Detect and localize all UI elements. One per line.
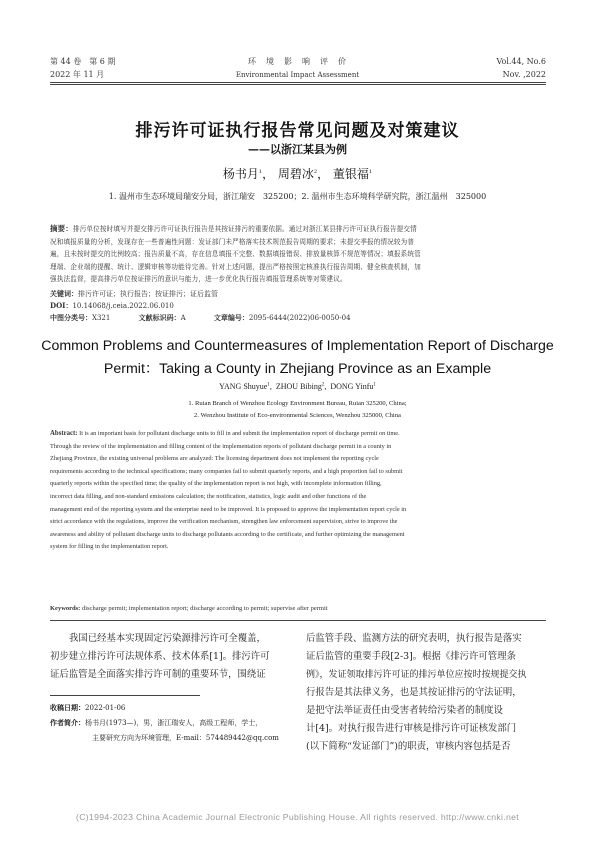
header-rule: [50, 82, 546, 83]
author-affil-mark: 1: [258, 169, 263, 175]
abstract-en-line: Zhejiang Province, the existing universal problems are analyzed: The licensing department does not implement the reporting cycle: [50, 455, 379, 463]
abstract-cn-line: 强执法监督，提高排污单位按证排污的意识与能力，进一步优化执行报告填报管理系统等对策建议。: [50, 275, 347, 284]
title-en-line1: Common Problems and Countermeasures of Implementation Report of Discharge: [41, 338, 554, 354]
abstract-divider: [50, 620, 546, 621]
keywords-en-label: Keywords:: [50, 605, 81, 612]
abstract-en-line: awareness and ability of pollutant discharge units to discharge pollutants according to the certificate, and further optimizing the management: [50, 530, 405, 538]
body-paragraph-line: 我国已经基本实现固定污染源排污许可全覆盖，: [69, 633, 266, 644]
body-paragraph-line: 行报告是其法律义务，也是其按证排污的守法证明，: [306, 687, 522, 698]
footnote-author: 作者简介：杨书月(1973—)，男，浙江瑞安人，高级工程师，学士，: [50, 718, 263, 727]
copyright-line: (C)1994-2023 China Academic Journal Electronic Publishing House. All rights reserved. http://www.cnki.net: [76, 812, 519, 822]
footnote-author-cont: 主要研究方向为环境管理，E-mail：574489442@qq.com: [92, 734, 279, 742]
author-cn: 周碧冰: [277, 167, 314, 181]
authors-en: YANG Shuyue$^1$, ZHOU Bibing$^2$, DONG Yinfu$^1$: [219, 382, 376, 391]
body-paragraph-line: 是把守法举证责任由受害者转给污染者的制度设: [306, 705, 503, 716]
keywords-cn: 关键词：排污许可证；执行报告；按证排污；证后监管: [50, 289, 218, 298]
journal-title-cn: 环 境 影 响 评 价: [248, 57, 347, 66]
body-paragraph-line: 证后监管的重要手段[2-3]。根据《排污许可管理条: [306, 651, 516, 662]
abstract-cn-label: 摘要：: [50, 224, 73, 233]
body-paragraph-line: 计[4]。对执行报告进行审核是排污许可证核发部门: [306, 723, 517, 734]
doi-label: DOI：: [50, 301, 73, 310]
affiliations-cn: 1. 温州市生态环境局瑞安分局，浙江瑞安 325200；2. 温州市生态环境科学研究院，浙江温州 325000: [108, 192, 487, 201]
abstract-en-line: requirements according to the technical specifications; many companies fail to submit quarterly reports, and a high proportion fail to submit: [50, 467, 403, 475]
affiliation-en-2: 2. Wenzhou Institute of Eco-environmental Sciences, Wenzhou 325000, China: [194, 412, 401, 419]
body-paragraph-line: 证后监管是全面落实排污许可制的重要环节，围绕证: [50, 669, 266, 680]
title-en-line2: Permit：Taking a County in Zhejiang Province as an Example: [103, 361, 492, 377]
abstract-en-line: strict accordance with the regulations, improve the verification mechanism, strengthen law enforcement supervision, strive to improve the: [50, 518, 398, 526]
abstract-cn-line: 摘要：排污单位按时填写并提交排污许可证执行报告是其按证排污的重要依据。通过对浙江某县排污许可证执行报告提交情: [50, 224, 417, 233]
journal-date: 2022 年 11 月: [50, 70, 105, 79]
author-en: DONG Yinfu: [330, 382, 374, 391]
footnote-rule: [50, 695, 200, 696]
body-right-column: [306, 630, 546, 756]
journal-date-en: Nov. ,2022: [502, 70, 546, 79]
abstract-en: [50, 428, 546, 554]
authors-cn: 杨书月$^1$， 周碧冰$^2$， 董银福$^1$: [222, 167, 373, 181]
body-paragraph-line: (以下简称“发证部门”)的职责，审核内容包括是否: [306, 741, 511, 752]
abstract-cn-line: 况和填报质量的分析，发现存在一些普遍性问题：发证部门未严格落实技术规范报告周期的要求；未提交季报的情况较为普: [50, 237, 415, 246]
classification: 中图分类号：X321 文献标识码：A 文章编号：2095-6444(2022)06-0050-04: [50, 313, 351, 322]
abstract-en-line: quarterly reports within the specified time; the quality of the implementation report is not high, with incomplete information filling,: [50, 480, 382, 488]
header-rule-2: [50, 84, 546, 85]
journal-volume-issue: 第 44 卷 第 6 期: [50, 57, 116, 66]
keywords-en: Keywords: discharge permit; implementation report; discharge according to permit; supervise after permit: [50, 605, 328, 612]
footnote-received: 收稿日期：2022-01-06: [50, 703, 126, 712]
abstract-en-label: Abstract:: [50, 430, 78, 437]
abstract-cn-line: 遍，且未按时提交的比例较高；报告质量不高，存在信息填报不完整、数据填报错误、排放量核算不规范等情况；填报系统管: [50, 250, 421, 259]
abstract-en-line: Through the review of the implementation and filling content of the implementation reports of pollutant discharge permit in a county in: [50, 442, 392, 450]
keywords-cn-label: 关键词：: [50, 289, 78, 298]
journal-title-en: Environmental Impact Assessment: [235, 71, 360, 79]
body-paragraph-line: 初步建立排污许可法规体系、技术体系[1]。排污许可: [50, 651, 270, 662]
abstract-en-line: Abstract: It is an important basis for pollutant discharge units to fill in and submit the implementation report of discharge permit on time.: [50, 430, 400, 437]
body-left-column: [50, 630, 290, 684]
author-cn: 董银福: [332, 167, 369, 181]
abstract-en-line: incorrect data filling, and non-standard emissions calculation; the notification, statistics, logic audit and other functions of the: [50, 492, 367, 500]
journal-volume-en: Vol.44, No.6: [496, 57, 546, 66]
author-en: ZHOU Bibing: [275, 382, 322, 391]
doi: DOI：10.14068/j.ceia.2022.06.010: [50, 301, 174, 310]
body-paragraph-line: 例》，发证领取排污许可证的排污单位应按时按规提交执: [306, 670, 527, 680]
author-affil-mark: 1: [368, 169, 373, 175]
subtitle-cn: ——以浙江某县为例: [248, 143, 347, 156]
author-affil-mark: 2: [313, 169, 318, 175]
abstract-cn: [50, 223, 546, 286]
abstract-en-line: management end of the reporting system and the enterprise need to be improved. It is proposed to approve the implementation report cycle in: [50, 505, 407, 513]
author-cn: 杨书月: [222, 167, 259, 181]
author-en: YANG Shuyue: [219, 382, 268, 391]
affiliation-en-1: 1. Ruian Branch of Wenzhou Ecology Environment Bureau, Ruian 325200, China;: [188, 400, 407, 407]
body-paragraph-line: 后监管手段、监测方法的研究表明，执行报告是落实: [306, 633, 522, 644]
title-cn: 排污许可证执行报告常见问题及对策建议: [135, 121, 460, 141]
abstract-cn-line: 理端、企业端的提醒、统计、逻辑审核等功能待完善。针对上述问题，提出严格按照定核准执行报告周期、健全核查机制，加: [50, 262, 421, 271]
abstract-en-line: system for filling in the implementation report.: [50, 543, 169, 551]
